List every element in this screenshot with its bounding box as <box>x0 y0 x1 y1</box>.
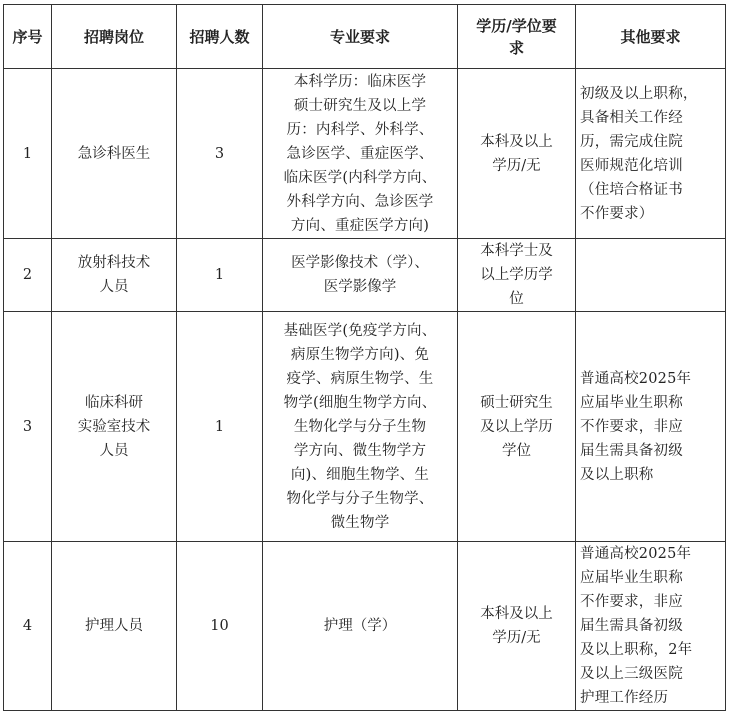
table-row <box>4 312 726 542</box>
cell-position: 临床科研 实验室技术 人员 <box>52 312 177 542</box>
cell-major: 护理（学） <box>263 542 458 711</box>
cell-other: 普通高校2025年 应届毕业生职称 不作要求，非应 届生需具备初级 及以上职称，2年 及以上三级医院 护理工作经历 <box>576 542 726 711</box>
header-row <box>4 5 726 69</box>
cell-major: 本科学历：临床医学 硕士研究生及以上学 历：内科学、外科学、 急诊医学、重症医学、 临床医学(内科学方向、 外科学方向、急诊医学 方向、重症医学方向) <box>263 69 458 239</box>
cell-degree: 本科及以上 学历/无 <box>458 69 576 239</box>
cell-degree: 本科及以上 学历/无 <box>458 542 576 711</box>
cell-degree: 硕士研究生 及以上学历 学位 <box>458 312 576 542</box>
header-no: 序号 <box>4 5 52 69</box>
cell-no: 4 <box>4 542 52 711</box>
cell-position: 放射科技术 人员 <box>52 239 177 312</box>
header-other: 其他要求 <box>576 5 726 69</box>
cell-other: 初级及以上职称， 具备相关工作经 历，需完成住院 医师规范化培训 （住培合格证书 不作要求） <box>576 69 726 239</box>
cell-count: 10 <box>177 542 263 711</box>
header-degree: 学历/学位要 求 <box>458 5 576 69</box>
header-count: 招聘人数 <box>177 5 263 69</box>
cell-no: 3 <box>4 312 52 542</box>
table-row <box>4 69 726 239</box>
cell-degree: 本科学士及 以上学历学 位 <box>458 239 576 312</box>
header-major: 专业要求 <box>263 5 458 69</box>
recruitment-table <box>3 4 726 711</box>
cell-count: 1 <box>177 312 263 542</box>
table-row <box>4 239 726 312</box>
cell-count: 3 <box>177 69 263 239</box>
cell-no: 2 <box>4 239 52 312</box>
cell-position: 急诊科医生 <box>52 69 177 239</box>
cell-count: 1 <box>177 239 263 312</box>
header-position: 招聘岗位 <box>52 5 177 69</box>
cell-other <box>576 239 726 312</box>
cell-position: 护理人员 <box>52 542 177 711</box>
cell-no: 1 <box>4 69 52 239</box>
table-row <box>4 542 726 711</box>
cell-major: 医学影像技术（学）、 医学影像学 <box>263 239 458 312</box>
cell-other: 普通高校2025年 应届毕业生职称 不作要求，非应 届生需具备初级 及以上职称 <box>576 312 726 542</box>
cell-major: 基础医学(免疫学方向、 病原生物学方向)、免 疫学、病原生物学、生 物学(细胞生物学方向、 生物化学与分子生物 学方向、微生物学方 向)、细胞生物学、生 物化学与分子生物学、 微生物学 <box>263 312 458 542</box>
